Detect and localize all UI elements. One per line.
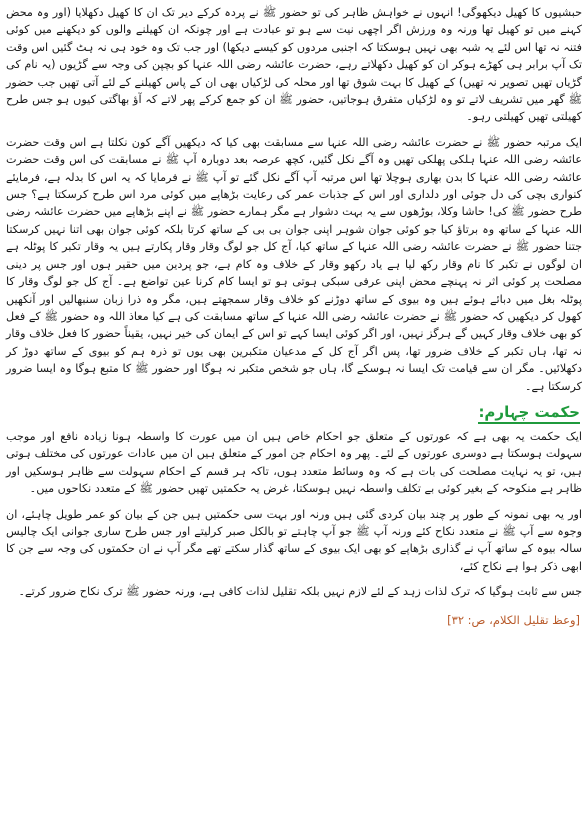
source-citation: [وعظ تقلیل الکلام، ص: ۳۲] — [447, 612, 580, 627]
paragraph-5: جس سے ثابت ہوگیا کہ ترک لذات زہد کے لئے لازم نہیں بلکہ تقلیل لذات کافی ہے، ورنہ حضور ﷺ ترک نکاح ضرور کرتے۔ — [18, 585, 582, 599]
paragraph-4: اور یہ بھی نمونہ کے طور پر چند بیان کردی گئی ہیں ورنہ اور بہت سی حکمتیں ہیں جن کے بیان کو عمر طویل چاہئے، ان وجوہ سے آپ ﷺ نے متعدد نکاح کئے ورنہ آپ ﷺ جو آپ چاہتے تو بالکل صبر کرلیتے اور جس طرح ساری جوانی ایک چالیس سالہ بیوہ کے ساتھ آپ نے گذاری بڑھاپے کو بھی ایک بیوی کے ساتھ گذار سکتے تھے مگر آپ نے ان حکمتوں کی وجہ سے جن کا ابھی ذکر ہوا ہے نکاح کئے، — [6, 507, 582, 573]
paragraph-2: ایک مرتبہ حضور ﷺ نے حضرت عائشہ رضی اللہ عنہا سے مسابقت بھی کیا کہ دیکھیں آگے کون نکلتا ہے اس وقت حضرت عائشہ رضی اللہ عنہا ہلکی پھلکی تھیں وہ آگے نکل گئیں، کچھ عرصہ بعد دوبارہ آپ ﷺ نے مسابقت کی اس وقت حضرت عائشہ رضی اللہ عنہا کا بدن بھاری ہوچلا تھا اس مرتبہ آپ آگے نکل گئے تو آپ ﷺ نے فرمایا کہ یہ اس کا بدلہ ہے، فرمایئے کنواری بچی کی دل جوئی اور دلداری اور اس کے جذبات عمر کی رعایت بڑھاپے میں کوئی مرد اس طرح کرسکتا ہے؟ جس طرح حضور ﷺ کی! حاشا وکلا، بوڑھوں سے یہ بہت دشوار ہے مگر ہمارے حضور ﷺ نے اپنے بڑھاپے میں حضرت عائشہ رضی اللہ عنہا کے ساتھ وہ برتاؤ کیا جو کوئی جوان شوہر اپنی جوان بی بی کے ساتھ کرتا بلکہ کوئی جوان بھی اتنا نہیں کرسکتا جتنا حضور ﷺ نے حضرت عائشہ رضی اللہ عنہا کے ساتھ کیا، آج کل جو لوگ وقار وقار پکارتے ہیں یہ وقار تکبر کا پوٹلہ ہے ان لوگوں نے تکبر کا نام وقار رکھ لیا ہے یاد رکھو وقار کے خلاف وہ کام ہے، جو پردین میں حقیر ہوں اور جس پر دینی مصلحت پر کوئی اثر نہ پہنچے محض اپنی عرفی سبکی ہوتی ہو تو ایسا کام کرنا عین تواضع ہے۔ آج کل جو لوگ وقار کا پوٹلہ بغل میں دبائے ہوئے ہیں وہ بیوی کے ساتھ دوڑنے کو خلاف وقار سمجھتے ہیں، مگر وہ ذرا زبان سنبھالیں اور آنکھیں کھول کر دیکھیں کہ حضور ﷺ نے حضرت عائشہ رضی اللہ عنہا کے ساتھ مسابقت کی ہے کیا معاذ اللہ وہ حضور ﷺ کے فعل کو بھی خلاف وقار کہیں گے ہرگز نہیں، اور اگر کوئی ایسا کہے تو اس کے ایمان کی خیر نہیں، یقیناً حضور کا فعل خلاف وقار نہ تھا، ہاں تکبر کے خلاف ضرور تھا، پس اگر آج کل کے مدعیان متکبرین بھی یوں تو ذرہ ہم کو بیوی کے ساتھ دوڑ کر دکھلائیں۔ مگر ان سے قیامت تک ایسا نہ ہوسکے گا، ہاں جو شخص متکبر نہ ہوگا اور حضور ﷺ کا متبع ہوگا وہ ایسا ضرور کرسکتا ہے۔ — [6, 135, 582, 393]
paragraph-3: ایک حکمت یہ بھی ہے کہ عورتوں کے متعلق جو احکام خاص ہیں ان میں عورت کا واسطہ ہونا زیادہ نافع اور موجب سہولت ہوسکتا ہے دوسری عورتوں کے لئے۔ پھر وہ احکام جن امور کے متعلق ہیں ان میں عادات عورتوں کی مختلف ہوتی ہیں، تو یہ نہایت مصلحت کی بات ہے کہ وہ وسائط متعدد ہوں، تاکہ ہر قسم کے احکام سہولت سے ظاہر ہوسکیں اور ظاہر ہے منکوحہ کے بغیر کوئی بے تکلف واسطہ نہیں ہوسکتا، غرض یہ حکمتیں تھیں حضور ﷺ کے متعدد نکاحوں میں۔ — [6, 429, 582, 496]
paragraph-1: حبشیوں کا کھیل دیکھوگی! انہوں نے خواہش ظاہر کی تو حضور ﷺ نے پردہ کرکے دیر تک ان کا کھیل دکھلایا (اور وہ محض کہنے میں تو کھیل تھا ورنہ وہ ورزش اگر اچھی نیت سے ہو تو عبادت ہے اور چونکہ ان کھیلنے والوں کو دیکھنے میں کوئی فتنہ نہ تھا اس لئے یہ شبہ بھی نہیں ہوسکتا کہ اجنبی مردوں کو کیسے دیکھا) اور جب تک وہ خود ہی نہ ہٹ گئیں اس وقت تک آپ برابر ہی کھڑے ہوکر ان کو کھیل دکھلاتے رہے، حضرت عائشہ رضی اللہ عنہا کو بچپن کی وجہ سے گڑیوں (یہ نام کی گڑیاں تھیں تصویر نہ تھیں) کے کھیل کا بہت شوق تھا اور محلہ کی لڑکیاں بھی ان کے پاس کھیلنے کے لئے آتی تھیں جب حضور ﷺ گھر میں تشریف لاتے تو وہ لڑکیاں متفرق ہوجاتیں، حضور ﷺ ان کو جمع کرکے پھر لاتے کہ آؤ بھاگتی کیوں ہو جس طرح کھیلتی تھیں کھیلتی رہو۔ — [6, 6, 582, 124]
heading-text: حکمت چہارم: — [478, 403, 580, 424]
document-page — [6, 4, 582, 627]
section-heading — [6, 403, 582, 424]
